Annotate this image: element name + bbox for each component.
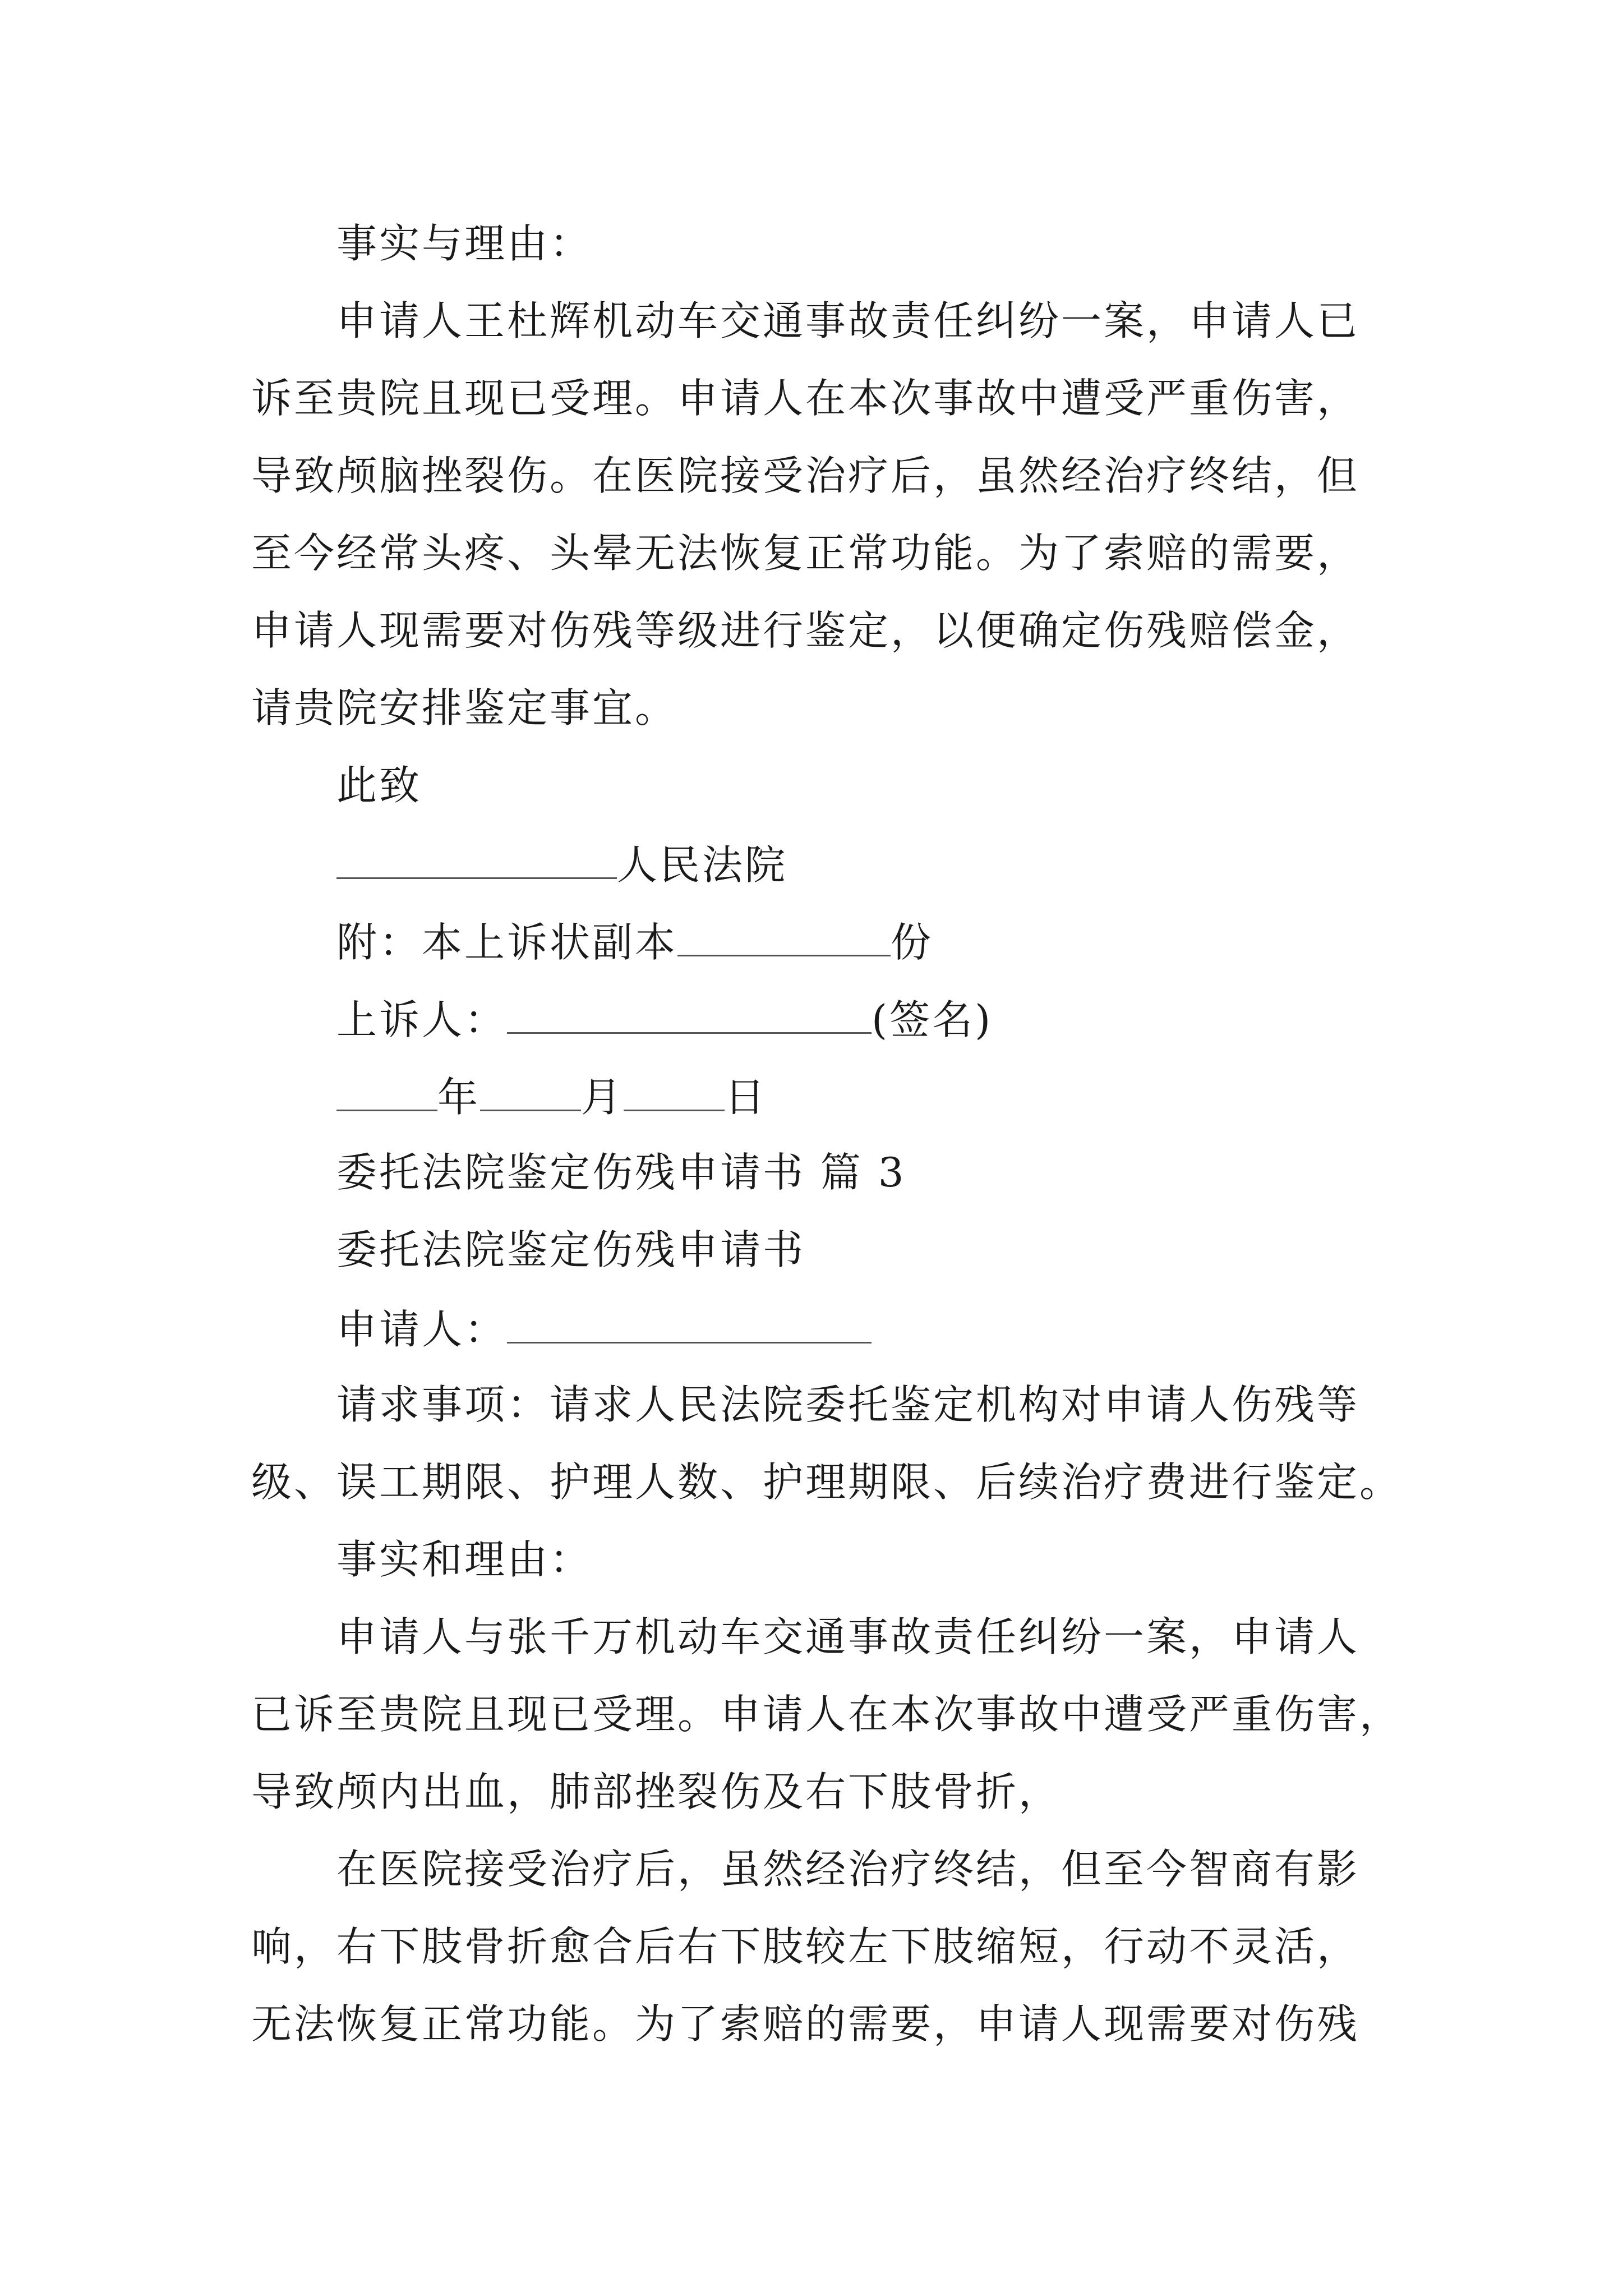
- request-line: 请求事项：请求人民法院委托鉴定机构对申请人伤残等: [336, 1381, 1360, 1428]
- date-month: 月: [581, 1074, 624, 1121]
- paragraph-line: 请贵院安排鉴定事宜。: [251, 684, 678, 731]
- paragraph-line: 无法恢复正常功能。为了索赔的需要，申请人现需要对伤残: [251, 2000, 1360, 2047]
- paragraph-line: 申请人王杜辉机动车交通事故责任纠纷一案，申请人已: [336, 297, 1360, 344]
- section-heading: 委托法院鉴定伤残申请书 篇 3: [336, 1149, 906, 1196]
- applicant-blank: [507, 1307, 872, 1343]
- paragraph-line: 响，右下肢骨折愈合后右下肢较左下肢缩短，行动不灵活，: [251, 1923, 1360, 1970]
- facts-heading: 事实与理由：: [336, 220, 593, 267]
- appellant-prefix: 上诉人：: [336, 996, 508, 1043]
- appellant-line: [336, 996, 993, 1043]
- court-name-blank: [336, 843, 617, 879]
- applicant-line: [336, 1306, 872, 1353]
- year-blank: [336, 1075, 437, 1111]
- salutation: 此致: [336, 762, 422, 809]
- attachment-line: [336, 919, 934, 966]
- paragraph-line: 申请人与张千万机动车交通事故责任纠纷一案，申请人: [336, 1613, 1360, 1660]
- request-line: 级、误工期限、护理人数、护理期限、后续治疗费进行鉴定。: [251, 1458, 1403, 1506]
- appellant-suffix: (签名): [872, 996, 993, 1043]
- paragraph-line: 导致颅内出血，肺部挫裂伤及右下肢骨折，: [251, 1768, 1062, 1815]
- day-blank: [624, 1075, 725, 1111]
- paragraph-line: 导致颅脑挫裂伤。在医院接受治疗后，虽然经治疗终结，但: [251, 452, 1360, 499]
- date-year: 年: [437, 1074, 481, 1121]
- date-line: [336, 1074, 768, 1121]
- applicant-prefix: 申请人：: [336, 1306, 508, 1353]
- paragraph-line: 至今经常头疼、头晕无法恢复正常功能。为了索赔的需要，: [251, 530, 1360, 577]
- month-blank: [480, 1075, 581, 1111]
- attachment-suffix: 份: [891, 919, 934, 966]
- paragraph-line: 已诉至贵院且现已受理。申请人在本次事故中遭受严重伤害，: [251, 1691, 1403, 1738]
- appellant-blank: [507, 997, 872, 1034]
- document-title: 委托法院鉴定伤残申请书: [336, 1226, 806, 1273]
- paragraph-line: 申请人现需要对伤残等级进行鉴定，以便确定伤残赔偿金，: [251, 607, 1360, 654]
- copies-blank: [677, 920, 891, 956]
- attachment-prefix: 附：本上诉状副本: [336, 919, 678, 966]
- court-suffix: 人民法院: [617, 841, 788, 889]
- date-day: 日: [725, 1074, 768, 1121]
- court-line: [336, 841, 788, 889]
- paragraph-line: 诉至贵院且现已受理。申请人在本次事故中遭受严重伤害，: [251, 375, 1360, 422]
- paragraph-line: 在医院接受治疗后，虽然经治疗终结，但至今智商有影: [336, 1846, 1360, 1893]
- facts-heading-2: 事实和理由：: [336, 1536, 593, 1583]
